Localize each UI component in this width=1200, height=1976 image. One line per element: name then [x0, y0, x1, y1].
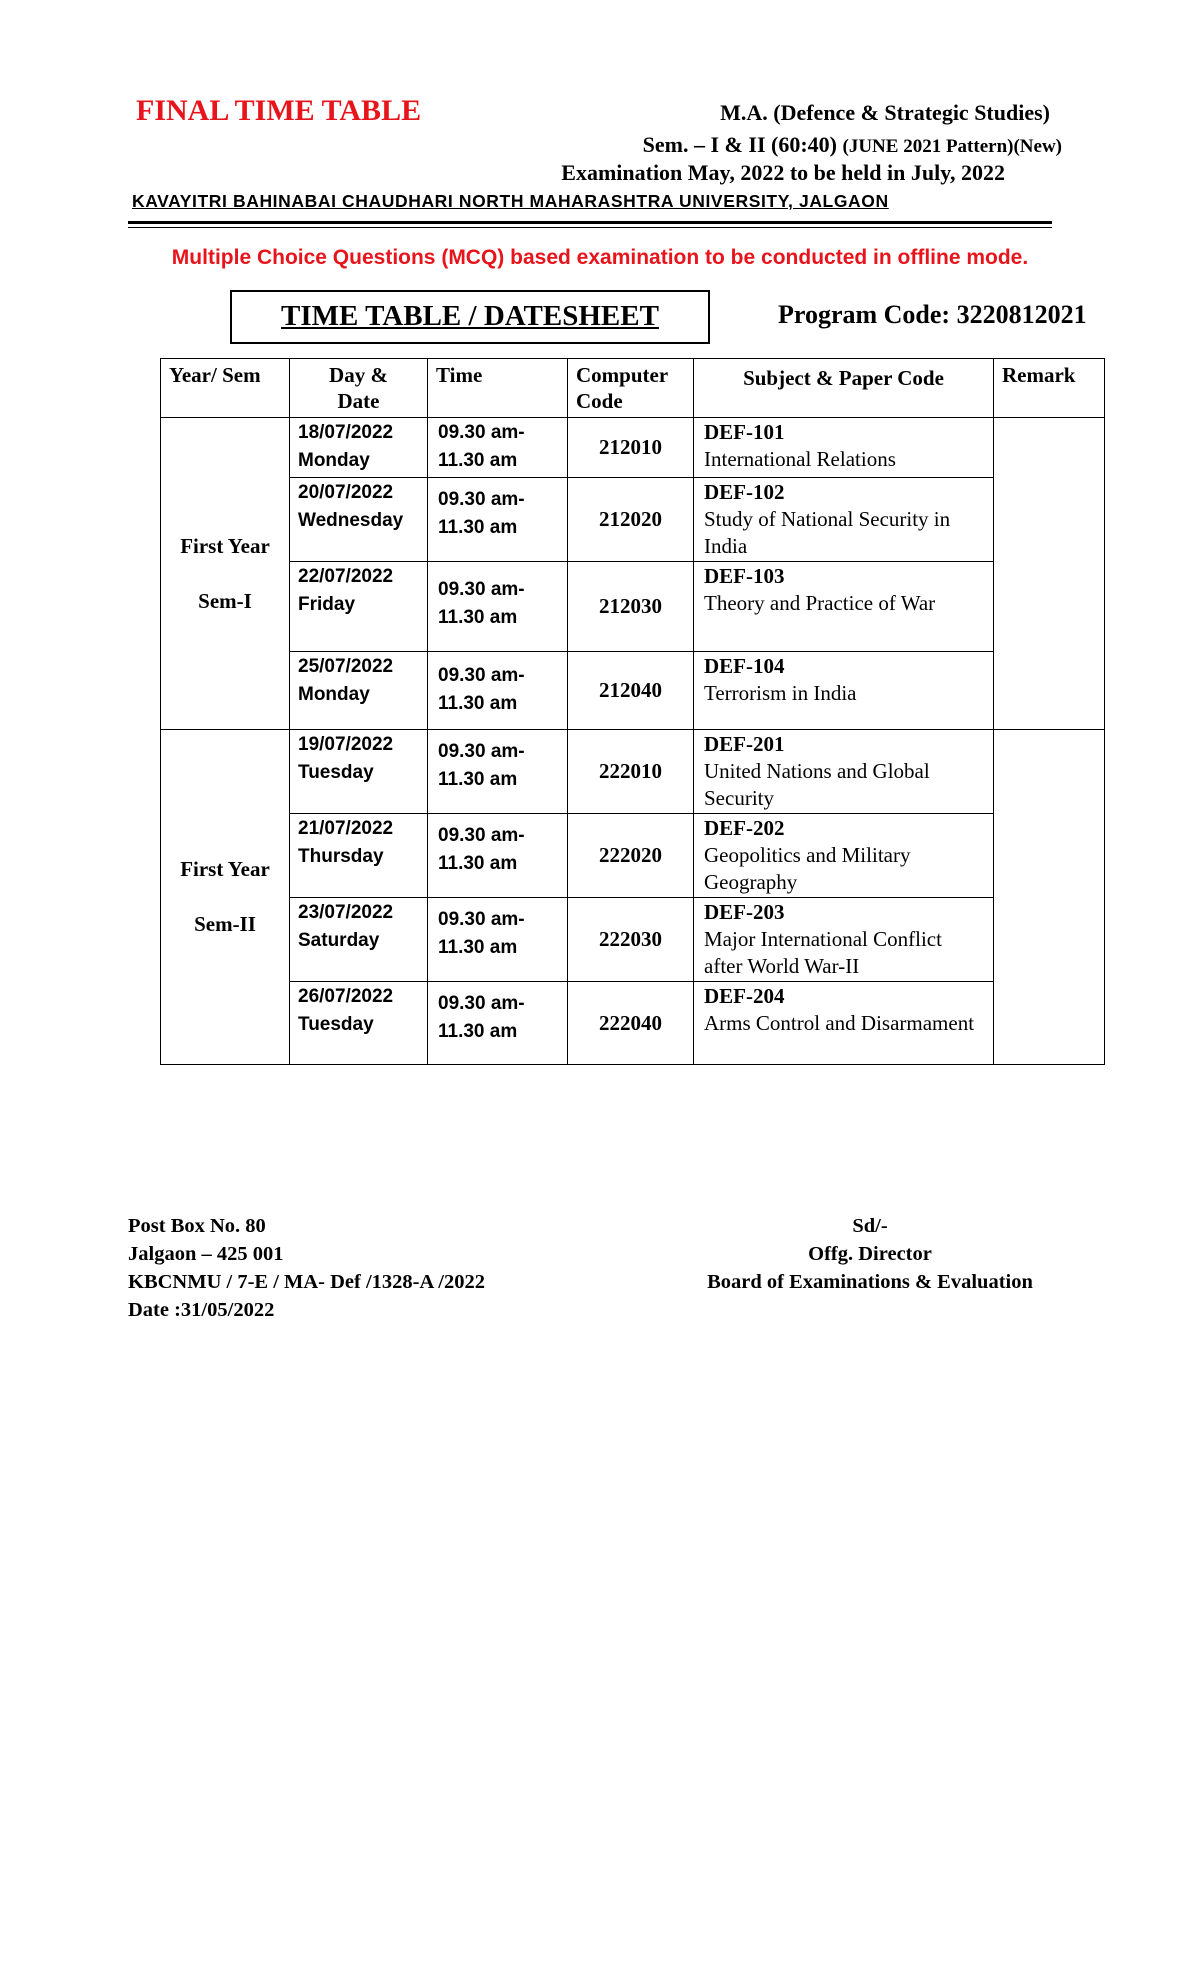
header-day-date [290, 359, 428, 418]
time-cell [428, 982, 568, 1065]
day-date-cell [290, 478, 428, 562]
time-cell [428, 652, 568, 730]
paper-code: DEF-101 [704, 420, 785, 444]
header-day-date-line1: Day & [329, 363, 388, 387]
exam-date: 21/07/2022 [298, 818, 394, 839]
program-name: M.A. (Defence & Strategic Studies) [720, 100, 1050, 125]
header-remark: Remark [994, 359, 1105, 418]
exam-day: Tuesday [298, 762, 374, 783]
exam-day: Wednesday [298, 510, 404, 531]
computer-code: 222020 [568, 814, 694, 898]
mcq-notice: Multiple Choice Questions (MCQ) based examination to be conducted in offline mode. [171, 246, 1029, 269]
day-date-cell [290, 730, 428, 814]
time-end: 11.30 am [438, 853, 518, 874]
exam-day: Saturday [298, 930, 380, 951]
paper-code: DEF-104 [704, 654, 785, 678]
time-end: 11.30 am [438, 693, 518, 714]
table-row [161, 418, 1105, 478]
exam-date: 18/07/2022 [298, 422, 394, 443]
day-date-cell [290, 982, 428, 1065]
time-cell [428, 898, 568, 982]
day-date-cell [290, 898, 428, 982]
exam-date: 23/07/2022 [298, 902, 394, 923]
program-code: Program Code: 3220812021 [778, 300, 1087, 329]
subject-cell [694, 418, 994, 478]
table-row [161, 652, 1105, 730]
day-date-cell [290, 562, 428, 652]
reference-number: KBCNMU / 7-E / MA- Def /1328-A /2022 [128, 1271, 485, 1293]
exam-date: 20/07/2022 [298, 482, 394, 503]
subject-name: Theory and Practice of War [704, 591, 936, 615]
day-date-cell [290, 652, 428, 730]
time-end: 11.30 am [438, 450, 518, 471]
time-start: 09.30 am- [438, 741, 525, 762]
day-date-cell [290, 814, 428, 898]
exam-day: Tuesday [298, 1014, 374, 1035]
exam-day: Friday [298, 594, 356, 615]
time-start: 09.30 am- [438, 489, 525, 510]
table-row [161, 898, 1105, 982]
issue-date: Date :31/05/2022 [128, 1299, 275, 1321]
exam-date: 22/07/2022 [298, 566, 394, 587]
exam-day: Thursday [298, 846, 384, 867]
time-start: 09.30 am- [438, 993, 525, 1014]
subject-cell [694, 814, 994, 898]
time-start: 09.30 am- [438, 422, 525, 443]
paper-code: DEF-202 [704, 816, 785, 840]
table-row [161, 814, 1105, 898]
subject-cell [694, 478, 994, 562]
subject-name: Study of National Security in India [704, 507, 951, 558]
time-start: 09.30 am- [438, 825, 525, 846]
computer-code: 222010 [568, 730, 694, 814]
paper-code: DEF-201 [704, 732, 785, 756]
subject-cell [694, 730, 994, 814]
time-end: 11.30 am [438, 937, 518, 958]
header-year-sem: Year/ Sem [161, 359, 290, 418]
time-end: 11.30 am [438, 517, 518, 538]
subject-name: Arms Control and Disarmament [704, 1011, 975, 1035]
time-cell [428, 730, 568, 814]
paper-code: DEF-103 [704, 564, 785, 588]
paper-code: DEF-203 [704, 900, 785, 924]
paper-code: DEF-204 [704, 984, 785, 1008]
time-end: 11.30 am [438, 607, 518, 628]
footer-address-block [128, 1212, 485, 1324]
footer-signature-block [680, 1212, 1060, 1296]
table-row [161, 730, 1105, 814]
subject-cell [694, 898, 994, 982]
subject-cell [694, 652, 994, 730]
signatory-title: Offg. Director [808, 1243, 932, 1265]
time-end: 11.30 am [438, 769, 518, 790]
time-start: 09.30 am- [438, 579, 525, 600]
computer-code: 212030 [568, 562, 694, 652]
header-time: Time [428, 359, 568, 418]
table-header-row [161, 359, 1105, 418]
computer-code: 222030 [568, 898, 694, 982]
header-computer-code [568, 359, 694, 418]
table-row [161, 562, 1105, 652]
header-code-line1: Computer [576, 363, 669, 387]
table-row [161, 478, 1105, 562]
computer-code: 212020 [568, 478, 694, 562]
header-code-line2: Code [576, 389, 623, 413]
sem-label: Sem-II [194, 912, 256, 936]
datesheet-title: TIME TABLE / DATESHEET [281, 300, 659, 332]
timetable [160, 358, 1105, 1065]
header-rule-thin [128, 227, 1052, 228]
semester-text: Sem. – I & II (60:40) [642, 132, 837, 157]
datesheet-title-box [230, 290, 710, 344]
year-label: First Year [180, 533, 270, 558]
university-name: KAVAYITRI BAHINABAI CHAUDHARI NORTH MAHARASHTRA UNIVERSITY, JALGAON [132, 191, 889, 211]
examination-line: Examination May, 2022 to be held in July, 2022 [561, 160, 1005, 185]
header-day-date-line2: Date [337, 389, 380, 413]
subject-name: International Relations [704, 447, 896, 471]
subject-name: Terrorism in India [704, 681, 857, 705]
subject-name: Geopolitics and Military Geography [704, 843, 911, 894]
year-sem-cell [161, 730, 290, 1065]
table-row [161, 982, 1105, 1065]
subject-cell [694, 562, 994, 652]
time-cell [428, 478, 568, 562]
time-cell [428, 418, 568, 478]
header-subject: Subject & Paper Code [694, 359, 994, 418]
computer-code: 212040 [568, 652, 694, 730]
post-box: Post Box No. 80 [128, 1215, 266, 1237]
computer-code: 222040 [568, 982, 694, 1065]
time-end: 11.30 am [438, 1021, 518, 1042]
remark-cell [994, 418, 1105, 730]
paper-code: DEF-102 [704, 480, 785, 504]
exam-day: Monday [298, 450, 370, 471]
header-rule-thick [128, 221, 1052, 224]
subject-name: Major International Conflict after World War-II [704, 927, 942, 978]
time-cell [428, 814, 568, 898]
year-sem-cell [161, 418, 290, 730]
semester-line [643, 132, 1062, 158]
sem-label: Sem-I [198, 588, 252, 613]
year-label: First Year [180, 857, 270, 881]
subject-cell [694, 982, 994, 1065]
time-start: 09.30 am- [438, 665, 525, 686]
day-date-cell [290, 418, 428, 478]
time-start: 09.30 am- [438, 909, 525, 930]
computer-code: 212010 [568, 418, 694, 478]
subject-name: United Nations and Global Security [704, 759, 930, 810]
signature: Sd/- [852, 1215, 888, 1237]
exam-day: Monday [298, 684, 370, 705]
time-cell [428, 562, 568, 652]
exam-date: 26/07/2022 [298, 986, 394, 1007]
exam-date: 25/07/2022 [298, 656, 394, 677]
pattern-text: (JUNE 2021 Pattern)(New) [842, 136, 1062, 157]
city-pincode: Jalgaon – 425 001 [128, 1243, 284, 1265]
remark-cell [994, 730, 1105, 1065]
exam-date: 19/07/2022 [298, 734, 394, 755]
signatory-department: Board of Examinations & Evaluation [707, 1271, 1033, 1293]
final-time-table-title: FINAL TIME TABLE [136, 94, 422, 127]
